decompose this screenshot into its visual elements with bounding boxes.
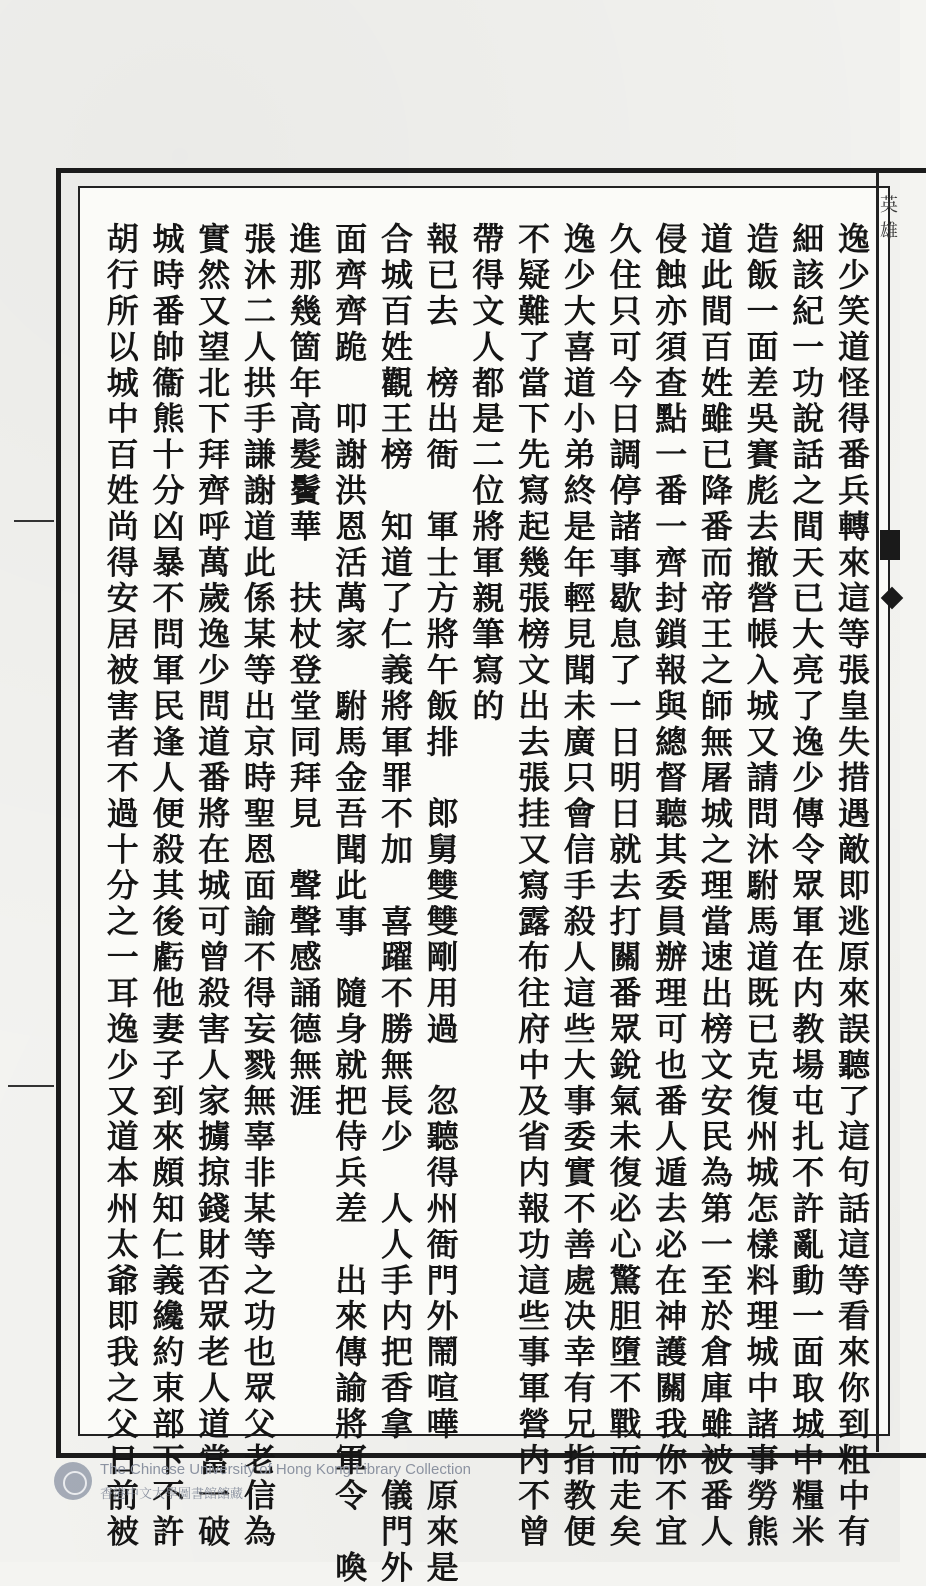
text-column: 合城百姓觀王榜 知道了仁義將軍罪不加 喜躍不勝無長少 人人手内把香拿 儀門外: [375, 222, 414, 1586]
text-column: 不疑難了當下先寫起幾張榜文出去張挂又寫露布往府中及省内報功這些事軍營内不曾: [513, 222, 552, 1551]
cuhk-library-logo-icon: [54, 1462, 92, 1500]
text-column: 報已去 榜出衙 軍士方將午飯排 郎舅雙雙剛用過 忽聽得州衙門外鬧喧嘩 原來是: [421, 222, 460, 1586]
collection-credit-zh: 香港中文大學圖書館館藏: [100, 1487, 244, 1502]
margin-mark: [14, 520, 54, 522]
text-column: 進那幾箇年高髮鬢華 扶杖登堂同拜見 聲聲感誦德無涯: [284, 222, 323, 1120]
text-column: 逸少大喜道小弟終是年輕見聞未廣只會信手殺人這些大事委實不善處决幸有兄指教便: [558, 222, 597, 1551]
collection-credit-en: The Chinese University of Hong Kong Library Collection: [100, 1461, 472, 1478]
text-column: 城時番帥衞熊十分凶暴不問軍民逢人便殺其後虧他妻子到來頗知仁義纔約束部下不許: [147, 222, 186, 1551]
text-column: 造飯一面差吳賽彪去撤營帳入城又請問沐駙馬道既已克復州城怎樣料理城中諸事勞熊: [741, 222, 780, 1551]
text-column: 面齊齊跪 叩謝洪恩活萬家 駙馬金吾聞此事 隨身就把侍兵差 出來傳諭將軍令 喚: [330, 222, 369, 1586]
text-column: 逸少笑道怪得番兵轉來這等張皇失措遇敵即逃原來誤聽了這句話這等看來你到粗中有: [833, 222, 871, 1551]
text-column: 久住只可今日調停諸事歇息了一日明日就去打關番眾銳氣未復必心驚胆墮不戰而走矣: [604, 222, 643, 1551]
text-column: 道此間百姓雖已降番而帝王之師無屠城之理當速出榜文安民為第一至於倉庫雖被番人: [695, 222, 734, 1551]
text-column: 張沐二人拱手謙謝道此係某等出京時聖恩面諭不得妄戮無辜非某等之功也眾父老信為: [238, 222, 277, 1551]
text-column: 胡行所以城中百姓尚得安居被害者不過十分之一耳逸少又道本州太爺即我之父日前被: [101, 222, 140, 1551]
spine-edge-text: 英雄: [877, 195, 898, 247]
fishtail-mark: [880, 530, 900, 560]
text-column: 侵蝕亦須查點一番一齊封鎖報與總督聽其委員辦理可也番人遁去必在神護關我你不宜: [650, 222, 689, 1551]
text-column: 帶得文人都是二位將軍親筆寫的: [467, 222, 506, 725]
text-column: 實然又望北下拜齊呼萬歲逸少問道番將在城可曾殺害人家擄掠錢財否眾老人道當一破: [193, 222, 232, 1551]
margin-mark: [8, 1085, 54, 1087]
text-column: 細該紀一功說話之間天已大亮了逸少傳令眾軍在内教場屯扎不許亂動一面取城中糧米: [787, 222, 826, 1551]
library-watermark: [54, 1458, 534, 1506]
